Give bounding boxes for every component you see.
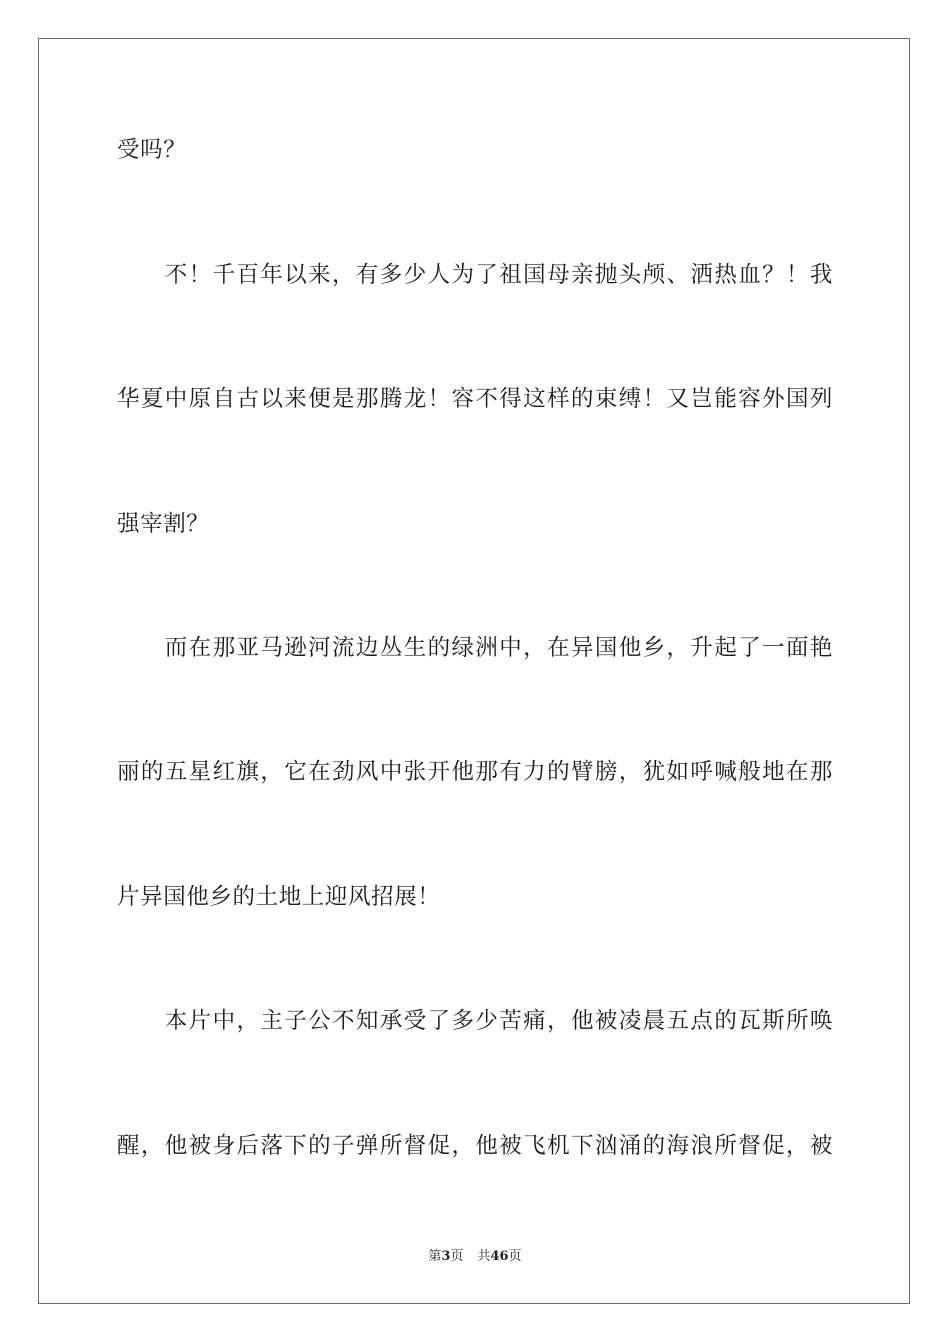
total-suffix: 页 xyxy=(508,1249,522,1264)
page-number: 3 xyxy=(441,1249,451,1264)
text-line-4: 强宰割？ xyxy=(117,511,210,537)
page-border xyxy=(38,38,910,1304)
total-prefix: 共 xyxy=(477,1249,491,1264)
text-line-3: 华夏中原自古以来便是那腾龙！容不得这样的束缚！又岂能容外国列 xyxy=(117,386,833,412)
text-line-6: 丽的五星红旗，它在劲风中张开他那有力的臂膀，犹如呼喊般地在那 xyxy=(117,759,833,785)
text-line-1: 受吗？ xyxy=(117,137,187,163)
text-line-9: 醒，他被身后落下的子弹所督促，他被飞机下汹涌的海浪所督促，被 xyxy=(117,1133,833,1159)
total-pages: 46 xyxy=(490,1249,509,1264)
text-line-8: 本片中，主子公不知承受了多少苦痛，他被凌晨五点的瓦斯所唤 xyxy=(117,1008,833,1034)
page-suffix: 页 xyxy=(450,1249,464,1264)
text-line-5: 而在那亚马逊河流边丛生的绿洲中，在异国他乡，升起了一面艳 xyxy=(117,635,833,661)
text-line-2: 不！千百年以来，有多少人为了祖国母亲抛头颅、洒热血？！我 xyxy=(117,262,833,288)
text-line-7: 片异国他乡的土地上迎风招展！ xyxy=(117,884,441,910)
page-prefix: 第 xyxy=(428,1249,442,1264)
page-footer xyxy=(0,1248,950,1266)
